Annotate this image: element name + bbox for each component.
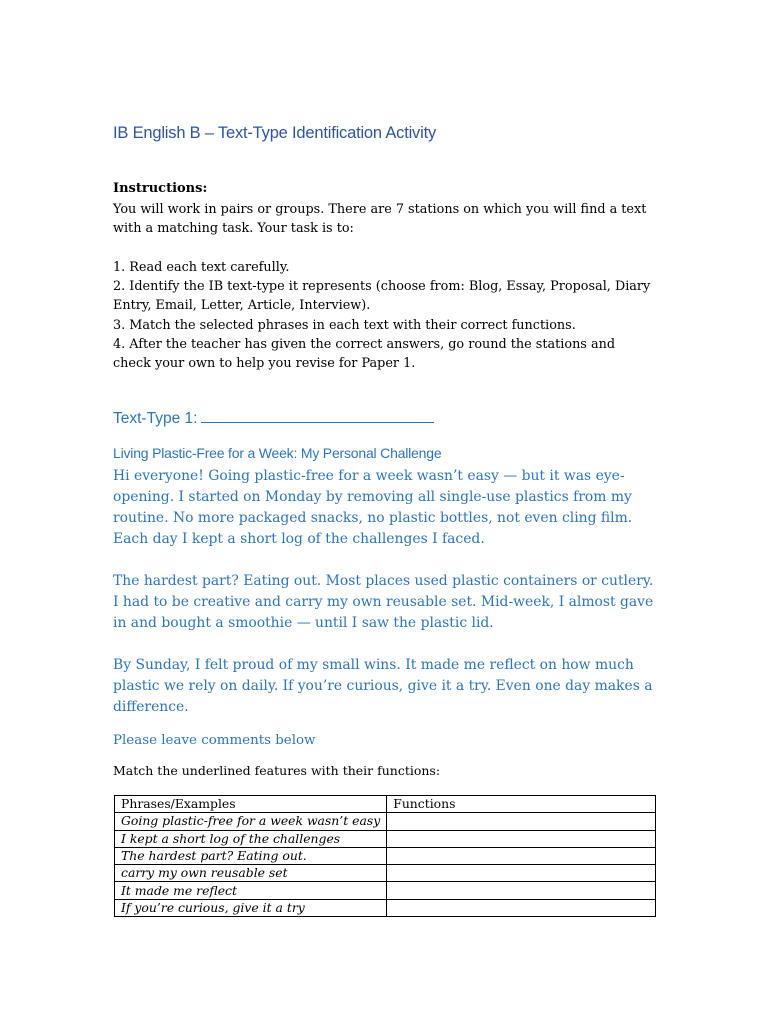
phrase-cell: I kept a short log of the challenges	[115, 830, 387, 847]
blog-paragraph: The hardest part? Eating out. Most places used plastic containers or cutlery. I had to be creative and carry my own reusable set. Mid-week, I almost gave in and bought a smoothie — until I saw the plastic lid.	[113, 573, 654, 631]
column-header-phrases: Phrases/Examples	[115, 796, 387, 813]
phrase-cell: The hardest part? Eating out.	[115, 847, 387, 864]
text-type-label: Text-Type 1:	[113, 410, 198, 427]
text-type-answer-blank[interactable]	[201, 408, 434, 423]
blog-paragraph: Hi everyone! Going plastic-free for a week wasn’t easy — but it was eye-opening. I started on Monday by removing all single-use plastics from my routine. No more packaged snacks, no plastic bottles, not even cling film. Each day I kept a short log of the challenges I faced.	[113, 468, 633, 547]
table-row	[115, 865, 656, 882]
phrase-cell: It made me reflect	[115, 882, 387, 899]
table-row	[115, 813, 656, 830]
text-subtitle: Living Plastic-Free for a Week: My Personal Challenge	[113, 445, 442, 461]
table-row	[115, 899, 656, 916]
instructions-body	[113, 200, 653, 374]
function-cell[interactable]	[387, 865, 656, 882]
phrase-cell: carry my own reusable set	[115, 865, 387, 882]
blog-paragraph: By Sunday, I felt proud of my small wins. It made me reflect on how much plastic we rely on daily. If you’re curious, give it a try. Even one day makes a difference.	[113, 657, 653, 715]
table-row	[115, 882, 656, 899]
blog-closing: Please leave comments below	[113, 733, 316, 748]
instructions-heading: Instructions:	[113, 181, 208, 196]
function-cell[interactable]	[387, 882, 656, 899]
matching-instruction: Match the underlined features with their functions:	[113, 763, 441, 778]
table-header-row	[115, 796, 656, 813]
table-row	[115, 830, 656, 847]
instructions-intro: You will work in pairs or groups. There are 7 stations on which you will find a text with a matching task. Your task is to:	[113, 202, 647, 237]
table-row	[115, 847, 656, 864]
instruction-step: 1. Read each text carefully.	[113, 259, 290, 275]
column-header-functions: Functions	[387, 796, 656, 813]
instruction-step: 2. Identify the IB text-type it represents (choose from: Blog, Essay, Proposal, Diary Entry, Email, Letter, Article, Interview).	[113, 279, 651, 314]
matching-table	[114, 795, 656, 917]
phrase-cell: Going plastic-free for a week wasn’t easy	[115, 813, 387, 830]
function-cell[interactable]	[387, 899, 656, 916]
function-cell[interactable]	[387, 813, 656, 830]
blog-text	[113, 466, 658, 751]
phrase-cell: If you’re curious, give it a try	[115, 899, 387, 916]
document-title: IB English B – Text-Type Identification Activity	[113, 124, 437, 142]
function-cell[interactable]	[387, 830, 656, 847]
instruction-step: 4. After the teacher has given the correct answers, go round the stations and check your own to help you revise for Paper 1.	[113, 337, 616, 372]
text-type-heading	[113, 408, 434, 428]
function-cell[interactable]	[387, 847, 656, 864]
instruction-step: 3. Match the selected phrases in each text with their correct functions.	[113, 317, 576, 333]
spacer	[113, 239, 653, 258]
